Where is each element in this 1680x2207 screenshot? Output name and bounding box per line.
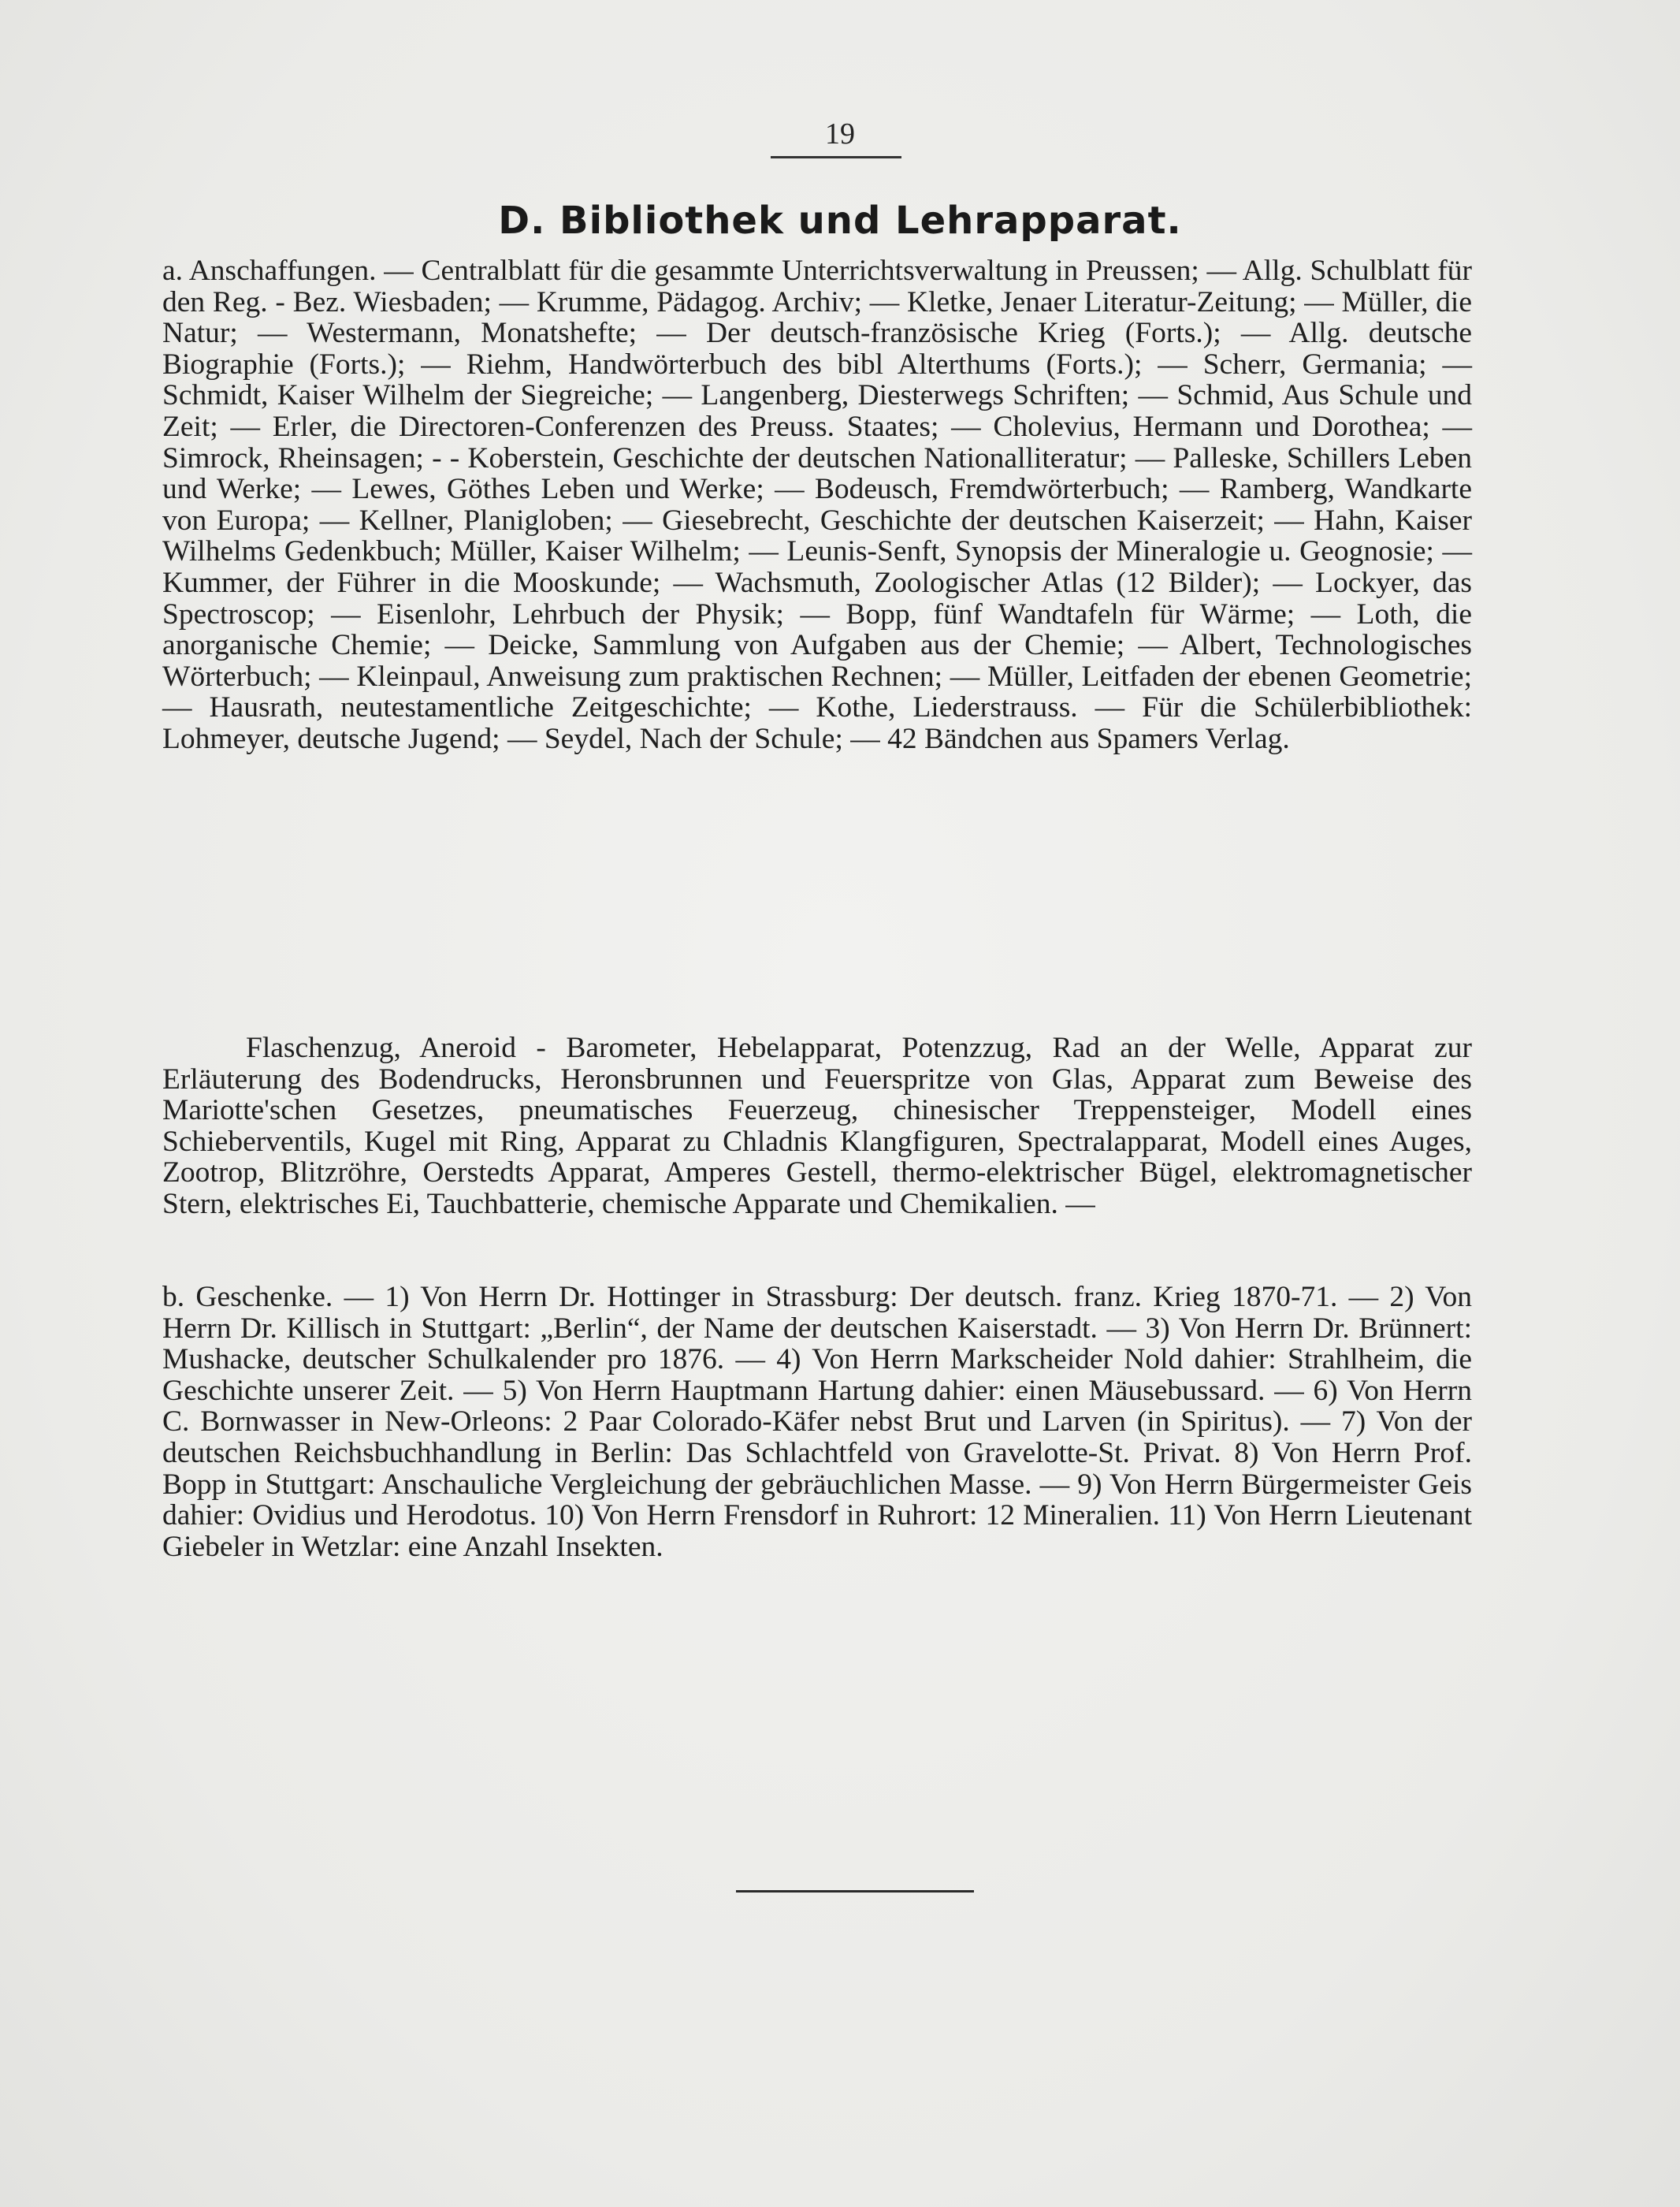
page-number: 19: [825, 117, 855, 151]
apparatus-paragraph: Flaschenzug, Aneroid - Barometer, Hebelapparat, Potenzzug, Rad an der Welle, Apparat zur Erläuterung des Bodendrucks, Heronsbrunnen und Feuerspritze von Glas, Apparat zum Beweise des Mariotte'schen Gesetzes, pneumatisches Feuerzeug, chinesischer Treppensteiger, Modell eines Schieberventils, Kugel mit Ring, Apparat zu Chladnis Klangfiguren, Spectralapparat, Modell eines Auges, Zootrop, Blitzröhre, Oerstedts Apparat, Amperes Gestell, thermo-elektrischer Bügel, elektromagnetischer Stern, elektrisches Ei, Tauchbatterie, chemische Apparate und Chemikalien. —: [162, 1032, 1472, 1220]
closing-rule: [736, 1890, 974, 1893]
gifts-paragraph: b. Geschenke. — 1) Von Herrn Dr. Hottinger in Strassburg: Der deutsch. franz. Krieg 1870-71. — 2) Von Herrn Dr. Killisch in Stuttgart: „Berlin“, der Name der deutschen Kaiserstadt. — 3) Von Herrn Dr. Brünnert: Mushacke, deutscher Schulkalender pro 1876. — 4) Von Herrn Markscheider Nold dahier: Strahlheim, die Geschichte unserer Zeit. — 5) Von Herrn Hauptmann Hartung dahier: einen Mäusebussard. — 6) Von Herrn C. Bornwasser in New-Orleons: 2 Paar Colorado-Käfer nebst Brut und Larven (in Spiritus). — 7) Von der deutschen Reichsbuchhandlung in Berlin: Das Schlachtfeld von Gravelotte-St. Privat. 8) Von Herrn Prof. Bopp in Stuttgart: Anschauliche Vergleichung der gebräuchlichen Masse. — 9) Von Herrn Bürgermeister Geis dahier: Ovidius und Herodotus. 10) Von Herrn Frensdorf in Ruhrort: 12 Mineralien. 11) Von Herrn Lieutenant Giebeler in Wetzlar: eine Anzahl Insekten.: [162, 1281, 1472, 1563]
section-title: D. Bibliothek und Lehrapparat.: [498, 199, 1182, 243]
acquisitions-paragraph: a. Anschaffungen. — Centralblatt für die gesammte Unterrichtsverwaltung in Preussen; — Allg. Schulblatt für den Reg. - Bez. Wiesbaden; — Krumme, Pädagog. Archiv; — Kletke, Jenaer Literatur-Zeitung; — Müller, die Natur; — Westermann, Monatshefte; — Der deutsch-französische Krieg (Forts.); — Allg. deutsche Biographie (Forts.); — Riehm, Handwörterbuch des bibl Alterthums (Forts.); — Scherr, Germania; — Schmidt, Kaiser Wilhelm der Siegreiche; — Langenberg, Diesterwegs Schriften; — Schmid, Aus Schule und Zeit; — Erler, die Directoren-Conferenzen des Preuss. Staates; — Cholevius, Hermann und Dorothea; — Simrock, Rheinsagen; - - Koberstein, Geschichte der deutschen Nationalliteratur; — Palleske, Schillers Leben und Werke; — Lewes, Göthes Leben und Werke; — Bodeusch, Fremdwörterbuch; — Ramberg, Wandkarte von Europa; — Kellner, Planigloben; — Giesebrecht, Geschichte der deutschen Kaiserzeit; — Hahn, Kaiser Wilhelms Gedenkbuch; Müller, Kaiser Wilhelm; — Leunis-Senft, Synopsis der Mineralogie u. Geognosie; — Kummer, der Führer in die Mooskunde; — Wachsmuth, Zoologischer Atlas (12 Bilder); — Lockyer, das Spectroscop; — Eisenlohr, Lehrbuch der Physik; — Bopp, fünf Wandtafeln für Wärme; — Loth, die anorganische Chemie; — Deicke, Sammlung von Aufgaben aus der Chemie; — Albert, Technologisches Wörterbuch; — Kleinpaul, Anweisung zum praktischen Rechnen; — Müller, Leitfaden der ebenen Geometrie; — Hausrath, neutestamentliche Zeitgeschichte; — Kothe, Liederstrauss. — Für die Schülerbibliothek: Lohmeyer, deutsche Jugend; — Seydel, Nach der Schule; — 42 Bändchen aus Spamers Verlag.: [162, 255, 1472, 755]
page-number-rule: [771, 156, 901, 158]
